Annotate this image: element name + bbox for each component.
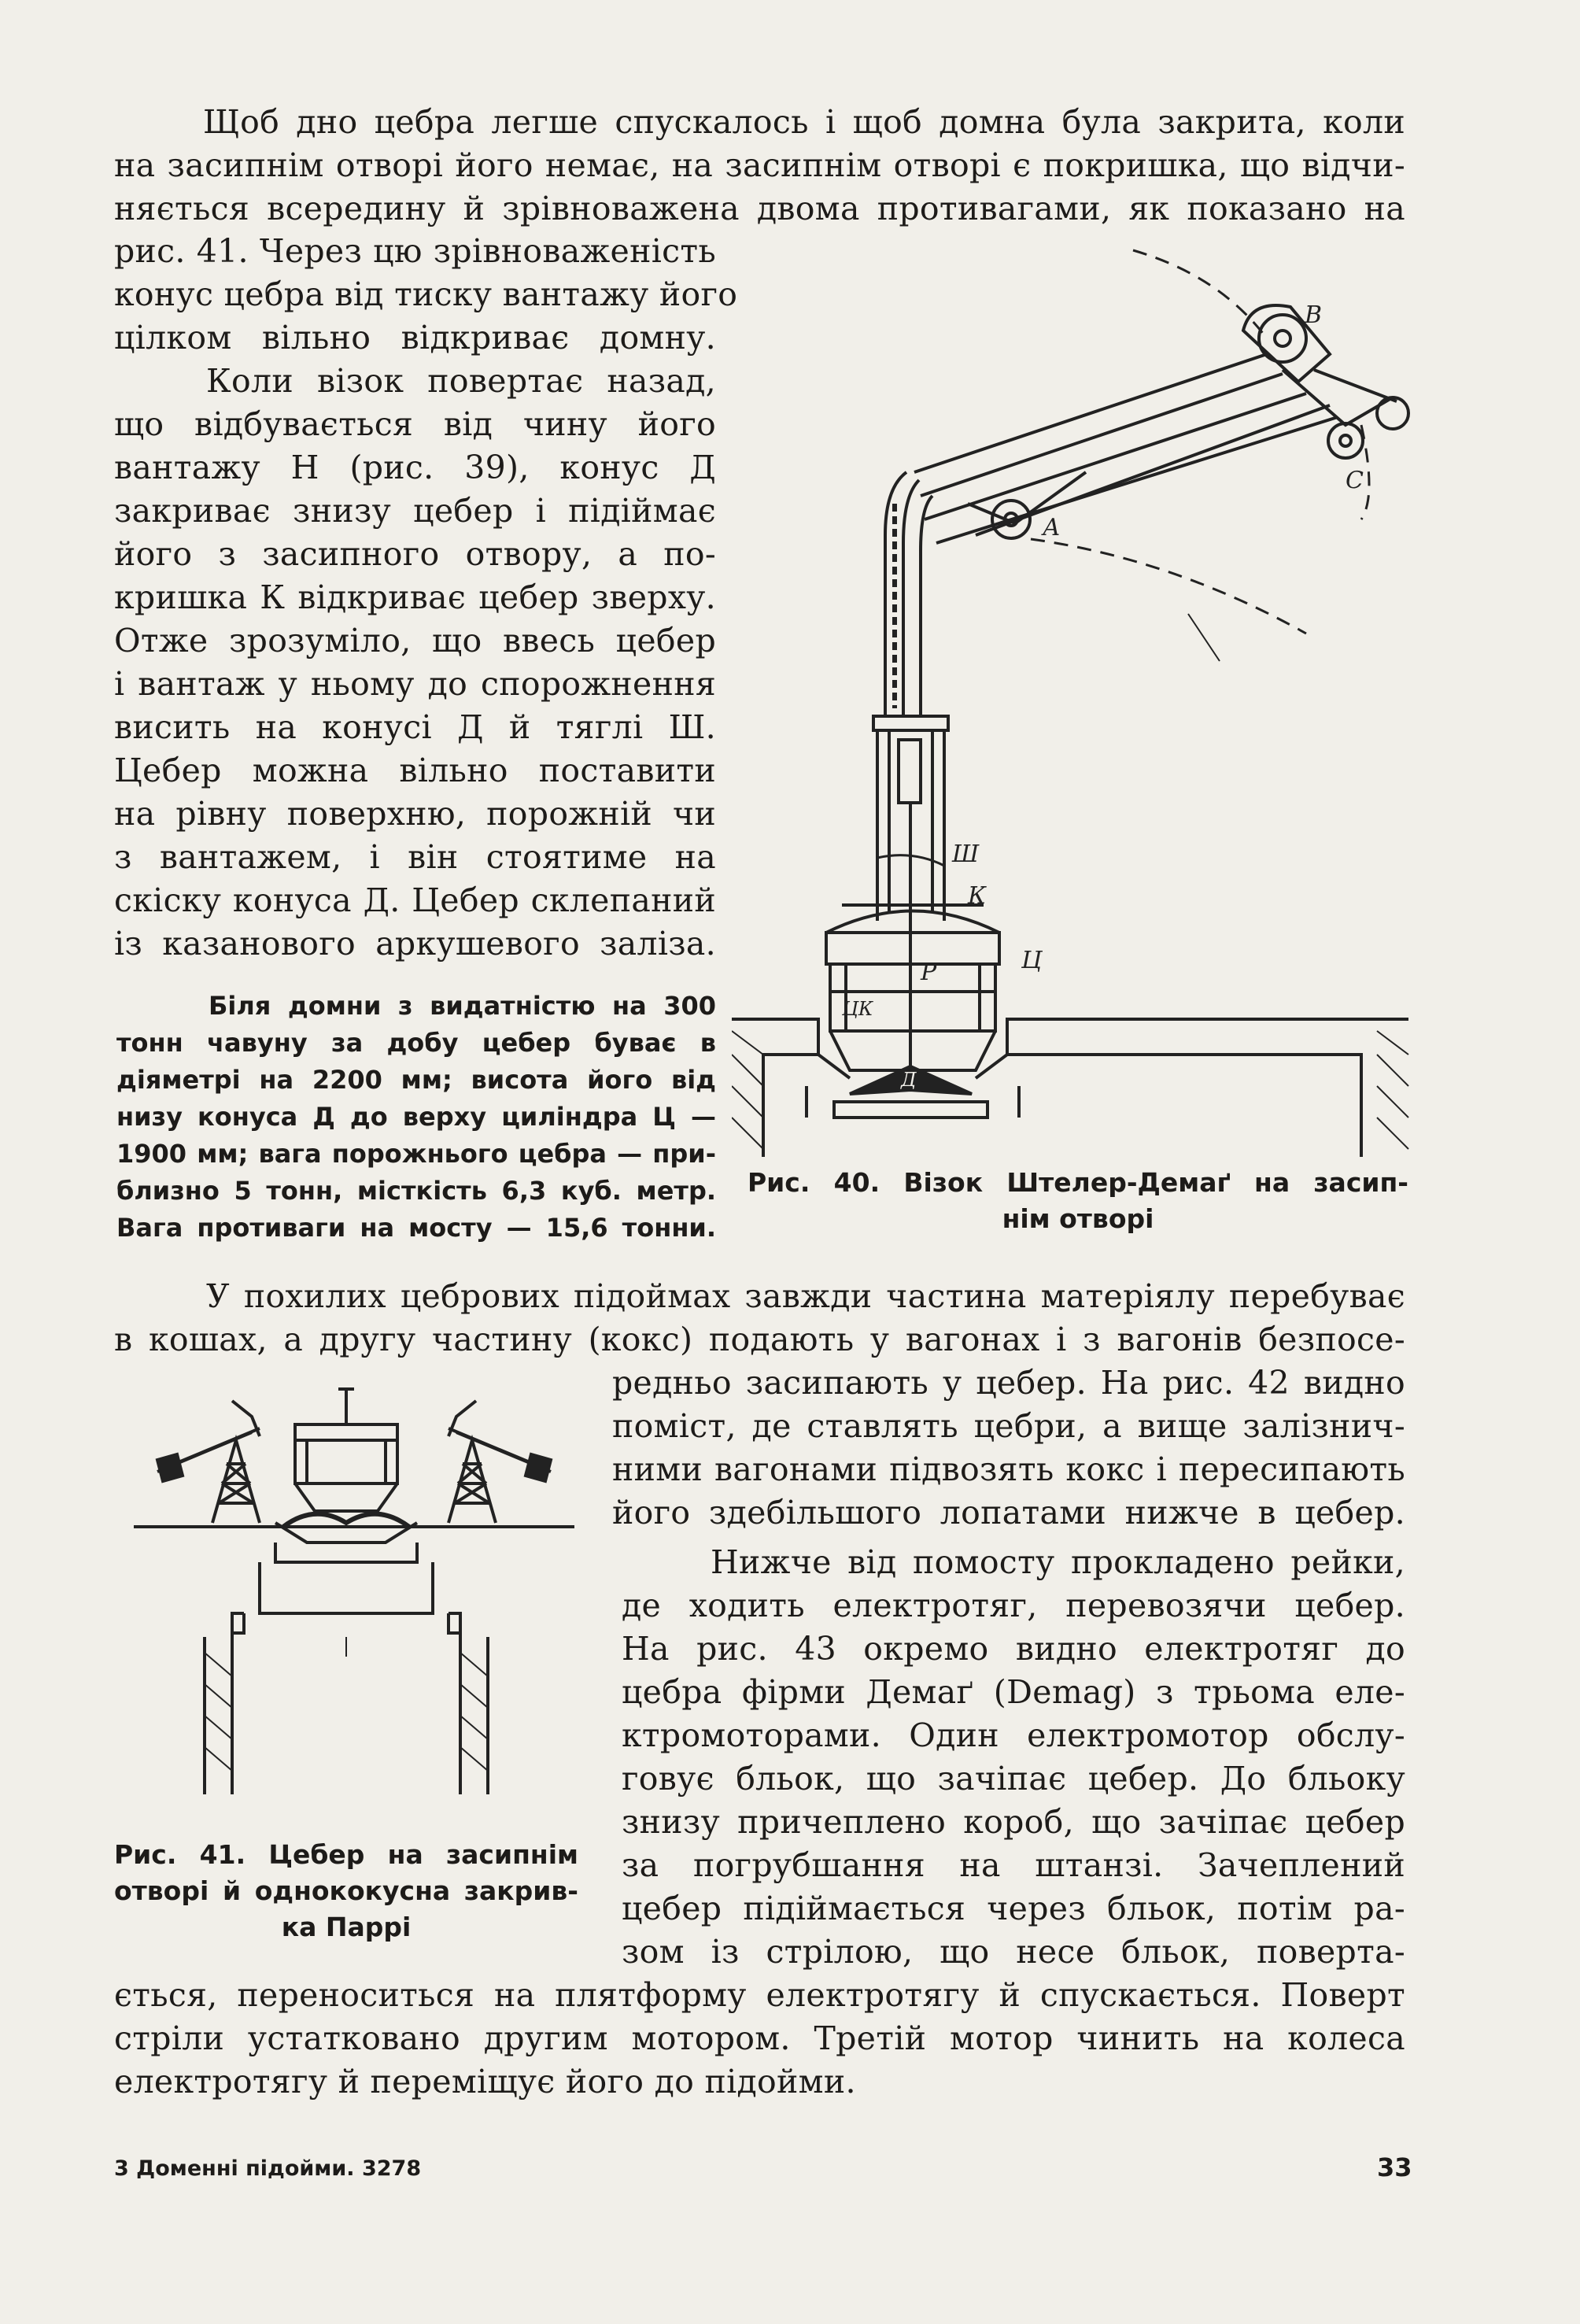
label-a: А: [1043, 514, 1061, 541]
paragraph-line: няється всередину й зрівноважена двома противагами, як показано на: [114, 190, 1405, 227]
paragraph-line: його здебільшого лопатами нижче в цебер.: [612, 1494, 1405, 1531]
note-line: 1900 мм; вага порожнього цебра — при-: [116, 1139, 716, 1169]
label-sh: Ш: [952, 841, 980, 868]
figure-40-diagram: [732, 236, 1424, 1157]
paragraph-line: цебра фірми Демаґ (Demag) з трьома еле-: [622, 1673, 1405, 1711]
paragraph-line: на засипнім отворі його немає, на засипнім отворі є покришка, що відчи-: [114, 146, 1405, 184]
paragraph-line: висить на конусі Д й тяглі Ш.: [114, 708, 716, 746]
signature-mark: 3 Доменні підойми. 3278: [114, 2156, 422, 2181]
paragraph-line: ними вагонами підвозять кокс і пересипають: [612, 1450, 1405, 1488]
label-b: В: [1305, 301, 1323, 329]
paragraph-line: де ходить електротяг, перевозячи цебер.: [622, 1587, 1405, 1624]
label-k: К: [968, 882, 987, 910]
note-line: низу конуса Д до верху циліндра Ц —: [116, 1102, 716, 1132]
label-r: Р: [921, 959, 937, 986]
paragraph-line: з вантажем, і він стоятиме на: [114, 838, 716, 876]
paragraph-line: стріли устатковано другим мотором. Третій мотор чинить на колеса: [114, 2019, 1405, 2057]
label-c: С: [1346, 467, 1364, 494]
paragraph-line: зом із стрілою, що несе бльок, поверта-: [622, 1933, 1405, 1971]
paragraph-line: говує бльок, що зачіпає цебер. До бльоку: [622, 1760, 1405, 1797]
paragraph-line: за погрубшання на штанзі. Зачеплений: [622, 1846, 1405, 1884]
paragraph-line: скіску конуса Д. Цебер склепаний: [114, 881, 716, 919]
paragraph-line: Отже зрозуміло, що ввесь цебер: [114, 622, 716, 660]
paragraph-line: закриває знизу цебер і підіймає: [114, 492, 716, 530]
figure-41-diagram: [134, 1385, 574, 1810]
paragraph-line: на рівну поверхню, порожній чи: [114, 795, 716, 833]
figure-41-caption: Рис. 41. Цебер на засипнім: [114, 1839, 578, 1870]
paragraph-line: його з засипного отвору, а по-: [114, 535, 716, 573]
paragraph-line: ється, переноситься на плятформу електротягу й спускається. Поверт: [114, 1976, 1405, 2014]
note-line: діяметрі на 2200 мм; висота його від: [116, 1065, 716, 1095]
page-number: 33: [1377, 2152, 1412, 2182]
paragraph-line: вантажу Н (рис. 39), конус Д: [114, 449, 716, 486]
paragraph-line: Коли візок повертає назад,: [206, 362, 716, 400]
paragraph-line: ктромоторами. Один електромотор обслу-: [622, 1716, 1405, 1754]
paragraph-line: із казанового аркушевого заліза.: [114, 925, 716, 962]
figure-40-caption: Рис. 40. Візок Штелер-Демаґ на засип-: [748, 1167, 1408, 1198]
paragraph-line: цебер підіймається через бльок, потім ра-: [622, 1890, 1405, 1927]
label-d: Д: [901, 1069, 917, 1091]
figure-40-caption-line2: нім отворі: [1002, 1203, 1154, 1234]
label-tsk: ЦК: [842, 998, 873, 1020]
paragraph-line: поміст, де ставлять цебри, а вище залізнич-: [612, 1407, 1405, 1445]
label-ts: Ц: [1021, 947, 1043, 974]
paragraph-line: Цебер можна вільно поставити: [114, 752, 716, 789]
paragraph-line: що відбувається від чину його: [114, 405, 716, 443]
note-line: Біля домни з видатністю на 300: [209, 991, 716, 1021]
paragraph-line: Нижче від помосту прокладено рейки,: [711, 1543, 1405, 1581]
paragraph-line: знизу причеплено короб, що зачіпає цебер: [622, 1803, 1405, 1841]
paragraph-line: в кошах, а другу частину (кокс) подають у вагонах і з вагонів безпосе-: [114, 1321, 1405, 1358]
paragraph-line: рис. 41. Через цю зрівноваженість: [114, 232, 716, 270]
paragraph-line: У похилих цебрових підоймах завжди частина матеріялу перебуває: [206, 1277, 1405, 1315]
note-line: тонн чавуну за добу цебер буває в: [116, 1028, 716, 1058]
paragraph-line: редньо засипають у цебер. На рис. 42 видно: [612, 1364, 1405, 1402]
paragraph-line: електротягу й переміщує його до підойми.: [114, 2063, 856, 2100]
paragraph-line: кришка К відкриває цебер зверху.: [114, 578, 716, 616]
paragraph-line: конус цебра від тиску вантажу його: [114, 275, 738, 313]
figure-41-caption-line3: ка Паррі: [281, 1912, 412, 1942]
note-line: близно 5 тонн, місткість 6,3 куб. метр.: [116, 1176, 716, 1206]
figure-41-caption-line2: отворі й однококусна закрив-: [114, 1875, 578, 1906]
note-line: Вага противаги на мосту — 15,6 тонни.: [116, 1213, 716, 1243]
paragraph-line: На рис. 43 окремо видно електротяг до: [622, 1630, 1405, 1668]
paragraph-line: і вантаж у ньому до спорожнення: [114, 665, 716, 703]
paragraph-line: Щоб дно цебра легше спускалось і щоб домна була закрита, коли: [203, 103, 1405, 141]
paragraph-line: цілком вільно відкриває домну.: [114, 319, 716, 357]
